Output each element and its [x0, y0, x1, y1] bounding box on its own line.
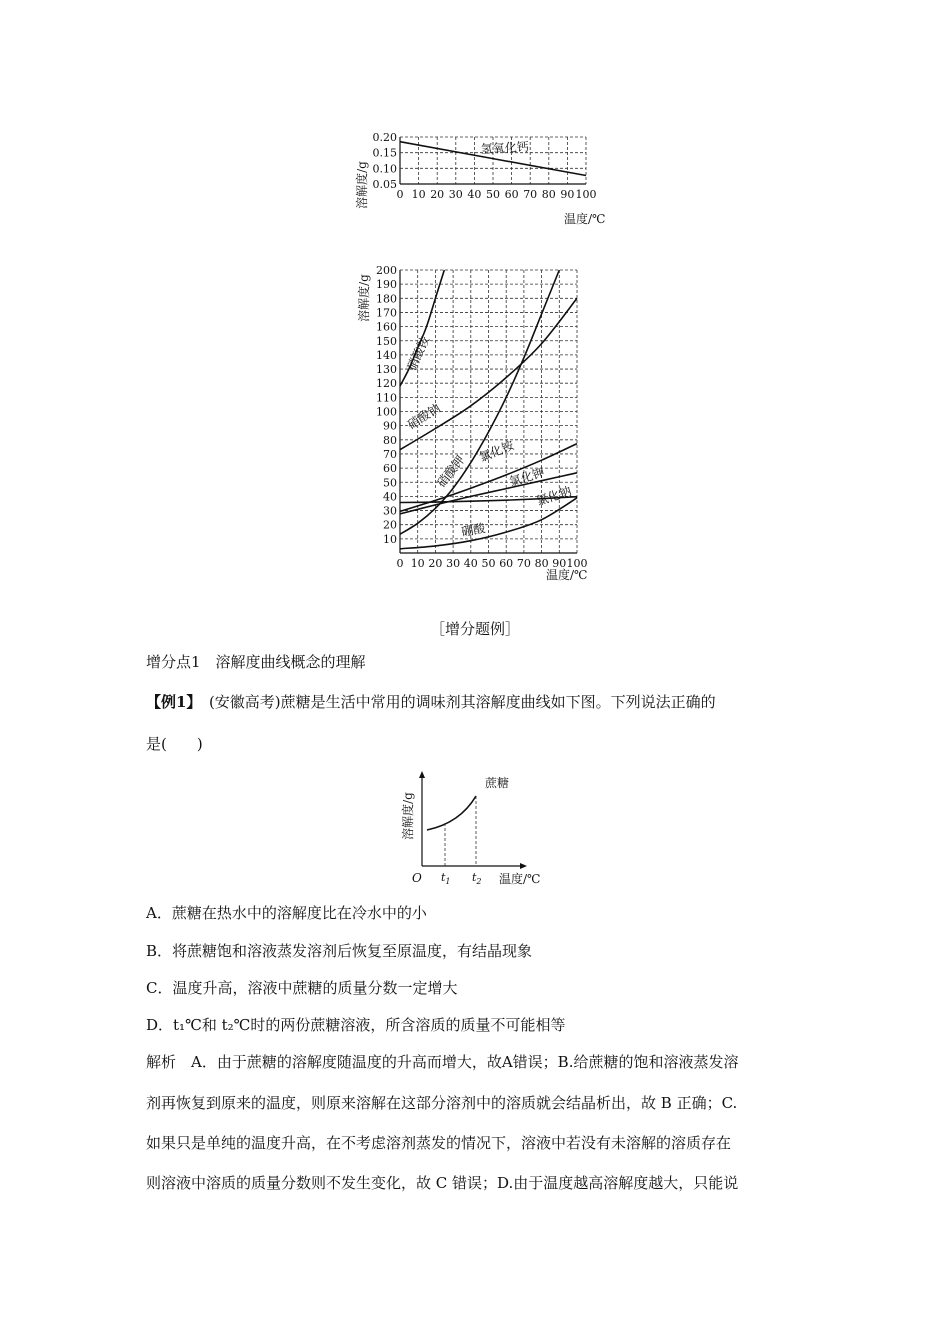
analysis-line-3: 如果只是单纯的温度升高，在不考虑溶剂蒸发的情况下，溶液中若没有未溶解的溶质存在 — [146, 1134, 732, 1152]
section-title: ［增分题例］ — [429, 620, 520, 638]
c1-x-tick: 60 — [504, 188, 519, 201]
t1-label: $t_1$ — [441, 871, 451, 886]
sucrose-label: 蔗糖 — [485, 776, 510, 790]
c1-x-tick: 30 — [448, 188, 463, 201]
c2-x-tick: 0 — [396, 557, 404, 570]
c1-x-tick: 80 — [541, 188, 556, 201]
t2-label: $t_2$ — [472, 871, 482, 886]
c2-series-label: 硝酸钾 — [434, 453, 468, 491]
c2-y-tick: 80 — [383, 433, 397, 447]
c2-y-tick: 120 — [376, 377, 397, 391]
point-title: 增分点1 溶解度曲线概念的理解 — [146, 653, 366, 671]
sucrose-chart — [400, 768, 560, 893]
calcium-hydroxide-chart — [350, 125, 610, 230]
c2-y-tick: 160 — [376, 320, 397, 334]
c2-series-label: 硼酸 — [460, 521, 487, 540]
c1-x-tick: 0 — [396, 188, 404, 201]
example-label: 【例1】 — [146, 693, 194, 711]
c2-series-label: 氯化钾 — [507, 465, 547, 489]
c2-y-tick: 190 — [376, 278, 397, 292]
c1-series-label: 氢氧化钙 — [480, 139, 530, 157]
c2-x-tick: 30 — [446, 557, 461, 570]
c2-x-tick: 40 — [463, 557, 478, 570]
c1-x-tick: 70 — [523, 188, 538, 201]
c2-y-tick: 10 — [383, 532, 397, 546]
c2-series-label: 硝酸铵 — [404, 334, 433, 373]
example-line-2: 是( ) — [146, 735, 203, 753]
chart2-ylabel: 溶解度/g — [357, 274, 371, 322]
c1-x-tick: 50 — [486, 188, 500, 201]
c2-y-tick: 30 — [383, 504, 397, 518]
c2-series-label: 氯化钠 — [534, 483, 574, 509]
origin-label: O — [412, 871, 422, 885]
c1-y-tick: 0.15 — [372, 146, 397, 160]
option-b: B．将蔗糖饱和溶液蒸发溶剂后恢复至原温度，有结晶现象 — [146, 942, 533, 960]
c2-x-tick: 20 — [428, 557, 443, 570]
c2-y-tick: 40 — [383, 490, 397, 504]
chart3-y-arrow — [419, 771, 425, 778]
c1-x-tick: 40 — [467, 188, 482, 201]
c2-x-tick: 70 — [516, 557, 531, 570]
c2-y-tick: 100 — [376, 405, 397, 419]
c2-y-tick: 20 — [383, 518, 397, 532]
c2-y-tick: 50 — [383, 476, 397, 490]
c2-x-tick: 10 — [410, 557, 425, 570]
c1-y-tick: 0.10 — [372, 162, 397, 176]
c2-y-tick: 150 — [376, 334, 397, 348]
c2-series-label: 硝酸钠 — [404, 401, 443, 433]
c2-series-label: 氯化铵 — [477, 438, 516, 465]
chart1-xlabel: 温度/℃ — [564, 212, 606, 226]
c1-y-tick: 0.05 — [372, 178, 397, 191]
c2-x-tick: 90 — [552, 557, 567, 570]
c2-y-tick: 130 — [376, 363, 397, 377]
salt-solubility-chart — [350, 258, 610, 588]
analysis-line-1: 解析 A．由于蔗糖的溶解度随温度的升高而增大，故A错误；B.给蔗糖的饱和溶液蒸发溶 — [146, 1053, 739, 1071]
c1-x-tick: 20 — [430, 188, 445, 201]
chart3-x-arrow — [520, 863, 527, 869]
c2-y-tick: 70 — [383, 447, 397, 461]
chart3-xlabel: 温度/℃ — [499, 872, 541, 886]
chart2-xlabel: 温度/℃ — [546, 568, 588, 582]
analysis-line-2: 剂再恢复到原来的温度，则原来溶解在这部分溶剂中的溶质就会结晶析出，故 B 正确；C. — [146, 1094, 738, 1112]
c2-y-tick: 180 — [376, 292, 397, 306]
c2-y-tick: 110 — [376, 391, 397, 405]
chart3-ylabel: 溶解度/g — [401, 792, 415, 840]
c1-x-tick: 100 — [575, 188, 597, 201]
c2-y-tick: 60 — [383, 462, 397, 476]
chart1-ylabel: 溶解度/g — [355, 161, 369, 209]
c1-x-tick: 90 — [560, 188, 575, 201]
c2-y-tick: 200 — [376, 264, 397, 277]
c1-y-tick: 0.20 — [372, 131, 397, 144]
sucrose-curve — [427, 796, 476, 830]
analysis-line-4: 则溶液中溶质的质量分数则不发生变化，故 C 错误；D.由于温度越高溶解度越大，只能说 — [146, 1174, 739, 1192]
c2-x-tick: 80 — [534, 557, 549, 570]
example-line-1 — [146, 692, 716, 712]
c2-x-tick: 50 — [481, 557, 496, 570]
option-a: A．蔗糖在热水中的溶解度比在冷水中的小 — [146, 904, 427, 922]
c2-y-tick: 140 — [376, 348, 397, 362]
c2-x-tick: 100 — [566, 557, 588, 570]
c2-y-tick: 90 — [383, 419, 397, 433]
option-c: C．温度升高，溶液中蔗糖的质量分数一定增大 — [146, 979, 458, 997]
c1-x-tick: 10 — [411, 188, 426, 201]
option-d: D．t₁℃和 t₂℃时的两份蔗糖溶液，所含溶质的质量不可能相等 — [146, 1016, 566, 1034]
c2-y-tick: 170 — [376, 306, 397, 320]
example-text: (安徽高考)蔗糖是生活中常用的调味剂其溶解度曲线如下图。下列说法正确的 — [193, 693, 716, 711]
c2-x-tick: 60 — [499, 557, 514, 570]
